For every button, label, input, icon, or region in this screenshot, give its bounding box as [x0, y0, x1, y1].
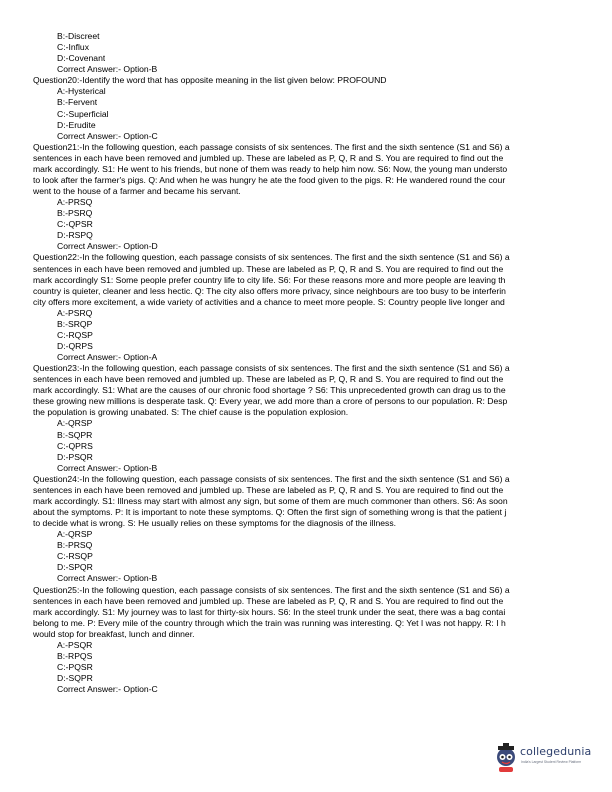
option-line: Correct Answer:- Option-B: [57, 64, 158, 75]
option-line: Correct Answer:- Option-C: [57, 684, 158, 695]
option-line: C:-QPRS: [57, 440, 93, 451]
option-line: Correct Answer:- Option-B: [57, 462, 158, 473]
option-line: A:-Hysterical: [57, 86, 106, 97]
question-line: country is quieter, cleaner and less hectic. Q: The city also offers more privacy, since neighbours are too busy to be interferin: [33, 285, 506, 296]
question-line: Question21:-In the following question, each passage consists of six sentences. The first and the sixth sentence (S1 and S6) a: [33, 141, 510, 152]
option-line: A:-PRSQ: [57, 197, 93, 208]
option-line: Correct Answer:- Option-A: [57, 352, 158, 362]
question-line: Question24:-In the following question, each passage consists of six sentences. The first and the sixth sentence (S1 and S6) a: [33, 473, 510, 484]
option-line: B:-SRQP: [57, 318, 93, 329]
collegedunia-logo: [494, 742, 606, 776]
question-line: mark accordingly. S1: Illness may start with almost any sign, but some of them are much commoner than others. S6: As soon: [33, 495, 508, 506]
option-line: B:-Fervent: [57, 97, 98, 108]
logo-brand-text: collegedunia: [520, 745, 592, 758]
question-line: sentences in each have been removed and jumbled up. These are labeled as P, Q, R and S. You are required to find out the: [33, 152, 504, 163]
option-line: B:-PRSQ: [57, 540, 93, 551]
option-line: D:-Covenant: [57, 53, 106, 64]
logo-tagline: India's Largest Student Review Platform: [521, 760, 582, 764]
question-line: about the symptoms. P: It is important to note these symptoms. Q: Often the first sign of something wrong is that the patient j: [33, 507, 507, 517]
question-line: to look after the farmer's pigs. Q: And when he was hungry he ate the food given to the pigs. R: He wandered round the cour: [33, 174, 506, 185]
option-line: D:-Erudite: [57, 119, 96, 130]
option-line: B:-RPQS: [57, 650, 93, 661]
question-line: went to the house of a farmer and became his servant.: [33, 186, 241, 196]
option-line: C:-RQSP: [57, 329, 93, 340]
question-line: sentences in each have been removed and jumbled up. These are labeled as P, Q, R and S. You are required to find out the: [33, 484, 504, 495]
option-line: C:-Influx: [57, 42, 89, 53]
question-line: Question25:-In the following question, each passage consists of six sentences. The first and the sixth sentence (S1 and S6) a: [33, 584, 510, 595]
question-line: sentences in each have been removed and jumbled up. These are labeled as P, Q, R and S. You are required to find out the: [33, 263, 504, 274]
option-line: C:-RSQP: [57, 551, 93, 562]
question-line: belong to me. P: Every mile of the country through which the train was running was interesting. Q: Yet I was not happy. R: I h: [33, 617, 506, 628]
question-line: these growing new millions is desperate task. Q: Every year, we add more than a crore of persons to our population. R: Desp: [33, 396, 508, 407]
question-line: mark accordingly. S1: My journey was to last for thirty-six hours. S6: In the steel trunk under the seat, there was a bag contai: [33, 606, 506, 617]
option-line: C:-QPSR: [57, 219, 93, 230]
option-line: B:-Discreet: [57, 31, 100, 41]
option-line: D:-SQPR: [57, 673, 93, 684]
option-line: Correct Answer:- Option-B: [57, 573, 158, 584]
question-line: would stop for breakfast, lunch and dinner.: [33, 628, 195, 639]
option-line: Correct Answer:- Option-D: [57, 241, 158, 252]
question-line: mark accordingly. S1: He went to his friends, but none of them was ready to help him now. S6: Now, the young man understo: [33, 163, 508, 174]
option-line: A:-QRSP: [57, 418, 93, 429]
option-line: D:-RSPQ: [57, 230, 93, 241]
option-line: D:-QRPS: [57, 341, 93, 351]
option-line: A:-PSRQ: [57, 307, 93, 318]
mascot-icon: [494, 743, 518, 773]
question-line: the population is growing unabated. S: The chief cause is the population explosion.: [33, 407, 349, 418]
option-line: C:-PQSR: [57, 662, 93, 672]
option-line: C:-Superficial: [57, 108, 109, 119]
question-line: Question20:-Identify the word that has opposite meaning in the list given below: PROFOUND: [33, 75, 387, 86]
option-line: A:-QRSP: [57, 529, 93, 540]
option-line: B:-SQPR: [57, 429, 93, 440]
option-line: D:-PSQR: [57, 451, 93, 462]
question-line: sentences in each have been removed and jumbled up. These are labeled as P, Q, R and S. You are required to find out the: [33, 595, 504, 606]
question-line: Question22:-In the following question, each passage consists of six sentences. The first and the sixth sentence (S1 and S6) a: [33, 252, 510, 263]
option-line: B:-PSRQ: [57, 208, 93, 219]
question-line: to decide what is wrong. S: He usually relies on these symptoms for the diagnosis of the illness.: [33, 518, 397, 529]
option-line: A:-PSQR: [57, 639, 93, 650]
question-line: Question23:-In the following question, each passage consists of six sentences. The first and the sixth sentence (S1 and S6) a: [33, 363, 510, 374]
option-line: D:-SPQR: [57, 562, 93, 573]
question-line: sentences in each have been removed and jumbled up. These are labeled as P, Q, R and S. You are required to find out the: [33, 374, 504, 385]
option-line: Correct Answer:- Option-C: [57, 130, 158, 141]
question-line: mark accordingly. S1: What are the causes of our chronic food shortage ? S6: This unprecedented growth can drag us to the: [33, 385, 506, 396]
question-line: mark accordingly S1: Some people prefer country life to city life. S6: For these reasons more and more people are leaving th: [33, 274, 506, 285]
question-line: city offers more excitement, a wide variety of activities and a chance to meet more people. S: Country people live longer and: [33, 296, 505, 307]
